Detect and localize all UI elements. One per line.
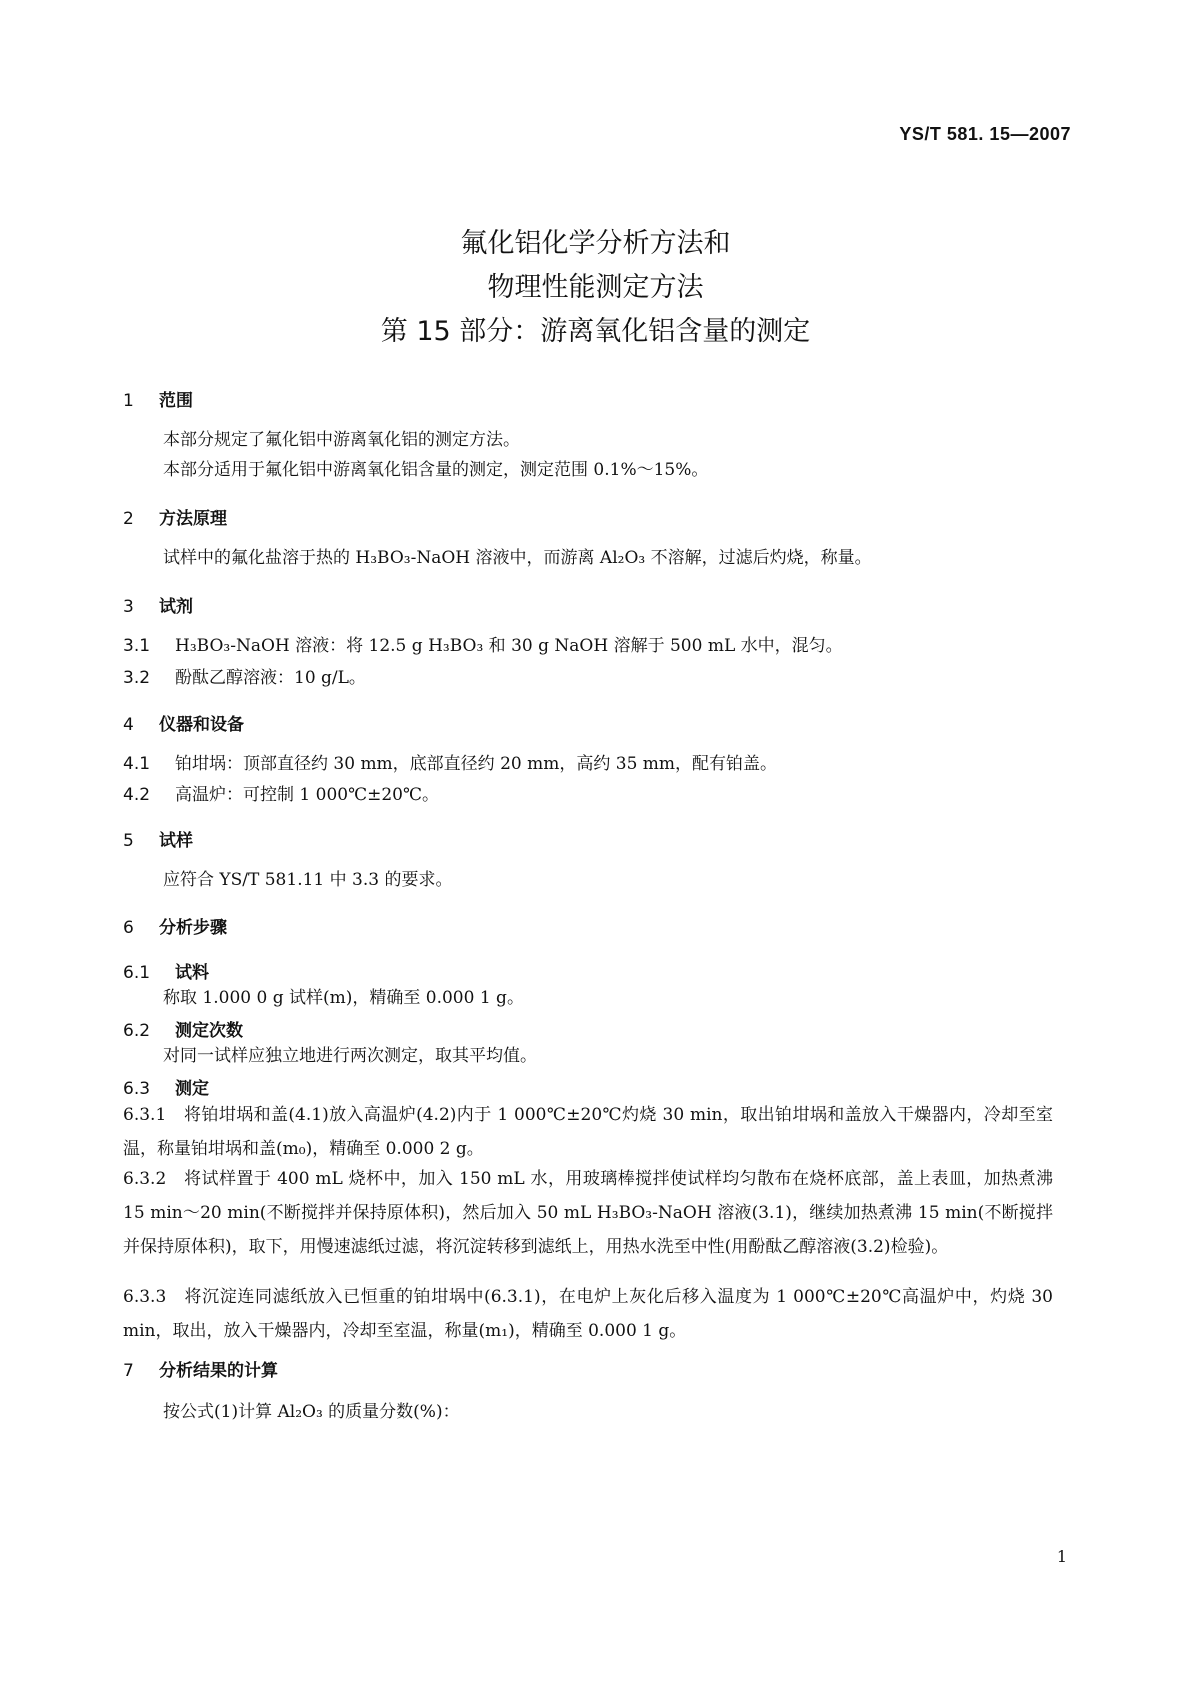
subsection-heading-test-portion	[123, 958, 209, 983]
section-heading-reagents	[123, 592, 193, 617]
section-heading-apparatus	[123, 710, 244, 735]
subsection-number: 6.1	[123, 963, 151, 983]
item-number: 4.1	[123, 754, 151, 774]
item-number: 3.2	[123, 668, 151, 688]
standard-code: YS/T 581. 15—2007	[899, 124, 1071, 144]
procedure-step-6-3-1: 6.3.1 将铂坩埚和盖(4.1)放入高温炉(4.2)内于 1 000℃±20℃灼烧 30 min，取出铂坩埚和盖放入干燥器内，冷却至室温，称量铂坩埚和盖(m₀)，精确至 0.000 2 g。	[123, 1105, 1053, 1159]
section-title: 方法原理	[159, 509, 227, 529]
section-title: 分析步骤	[159, 918, 227, 938]
apparatus-item-4-1	[123, 752, 777, 776]
item-text: 酚酞乙醇溶液：10 g/L。	[175, 668, 366, 688]
principle-paragraph: 试样中的氟化盐溶于热的 H₃BO₃-NaOH 溶液中，而游离 Al₂O₃ 不溶解，过滤后灼烧，称量。	[163, 548, 872, 568]
section-number: 6	[123, 918, 134, 938]
subsection-heading-determination	[123, 1074, 209, 1099]
reagent-item-3-1	[123, 634, 843, 658]
section-title: 分析结果的计算	[159, 1361, 278, 1381]
section-number: 1	[123, 391, 134, 411]
subsection-number: 6.3	[123, 1079, 151, 1099]
item-text: 高温炉：可控制 1 000℃±20℃。	[175, 785, 439, 805]
item-number: 4.2	[123, 785, 151, 805]
scope-paragraph-2: 本部分适用于氟化铝中游离氧化铝含量的测定，测定范围 0.1%～15%。	[163, 460, 709, 480]
subsection-heading-number-of-determinations	[123, 1016, 243, 1041]
section-title: 范围	[159, 391, 193, 411]
procedure-step-6-3-2: 6.3.2 将试样置于 400 mL 烧杯中，加入 150 mL 水，用玻璃棒搅拌使试样均匀散布在烧杯底部，盖上表皿，加热煮沸 15 min～20 min(不断搅拌并保持原体积)，然后加入 50 mL H₃BO₃-NaOH 溶液(3.1)，继续加热煮沸 15 min(不断搅拌并保持原体积)，取下，用慢速滤纸过滤，将沉淀转移到滤纸上，用热水洗至中性(用酚酞乙醇溶液(3.2)检验)。	[123, 1169, 1053, 1257]
scope-paragraph-1: 本部分规定了氟化铝中游离氧化铝的测定方法。	[163, 430, 520, 450]
test-portion-paragraph: 称取 1.000 0 g 试样(m)，精确至 0.000 1 g。	[163, 988, 524, 1008]
section-heading-sample	[123, 826, 193, 851]
section-number: 5	[123, 831, 134, 851]
title-line-1: 氟化铝化学分析方法和	[460, 228, 731, 259]
section-number: 3	[123, 597, 134, 617]
procedure-step-6-3-3: 6.3.3 将沉淀连同滤纸放入已恒重的铂坩埚中(6.3.1)，在电炉上灰化后移入温度为 1 000℃±20℃高温炉中，灼烧 30 min，取出，放入干燥器内，冷却至室温，称量(m₁)，精确至 0.000 1 g。	[123, 1287, 1053, 1341]
document-title	[0, 222, 1191, 354]
sample-paragraph: 应符合 YS/T 581.11 中 3.3 的要求。	[163, 870, 453, 890]
section-heading-calculation	[123, 1356, 278, 1381]
apparatus-item-4-2	[123, 783, 439, 807]
calculation-paragraph: 按公式(1)计算 Al₂O₃ 的质量分数(%)：	[163, 1402, 460, 1422]
section-title: 试剂	[159, 597, 193, 617]
section-number: 7	[123, 1361, 134, 1381]
subsection-title: 测定	[175, 1079, 209, 1099]
reagent-item-3-2	[123, 666, 366, 690]
page-number: 1	[1056, 1547, 1067, 1566]
item-number: 3.1	[123, 636, 151, 656]
subsection-title: 测定次数	[175, 1021, 243, 1041]
title-line-3: 第 15 部分：游离氧化铝含量的测定	[380, 316, 811, 347]
section-heading-principle	[123, 504, 227, 529]
number-of-determinations-paragraph: 对同一试样应独立地进行两次测定，取其平均值。	[163, 1046, 537, 1066]
section-title: 仪器和设备	[159, 715, 244, 735]
section-heading-scope	[123, 386, 193, 411]
section-number: 2	[123, 509, 134, 529]
subsection-title: 试料	[175, 963, 209, 983]
subsection-number: 6.2	[123, 1021, 151, 1041]
section-title: 试样	[159, 831, 193, 851]
item-text: H₃BO₃-NaOH 溶液：将 12.5 g H₃BO₃ 和 30 g NaOH 溶解于 500 mL 水中，混匀。	[175, 636, 843, 656]
section-heading-procedure	[123, 913, 227, 938]
section-number: 4	[123, 715, 134, 735]
title-line-2: 物理性能测定方法	[487, 272, 704, 303]
item-text: 铂坩埚：顶部直径约 30 mm，底部直径约 20 mm，高约 35 mm，配有铂盖。	[175, 754, 778, 774]
